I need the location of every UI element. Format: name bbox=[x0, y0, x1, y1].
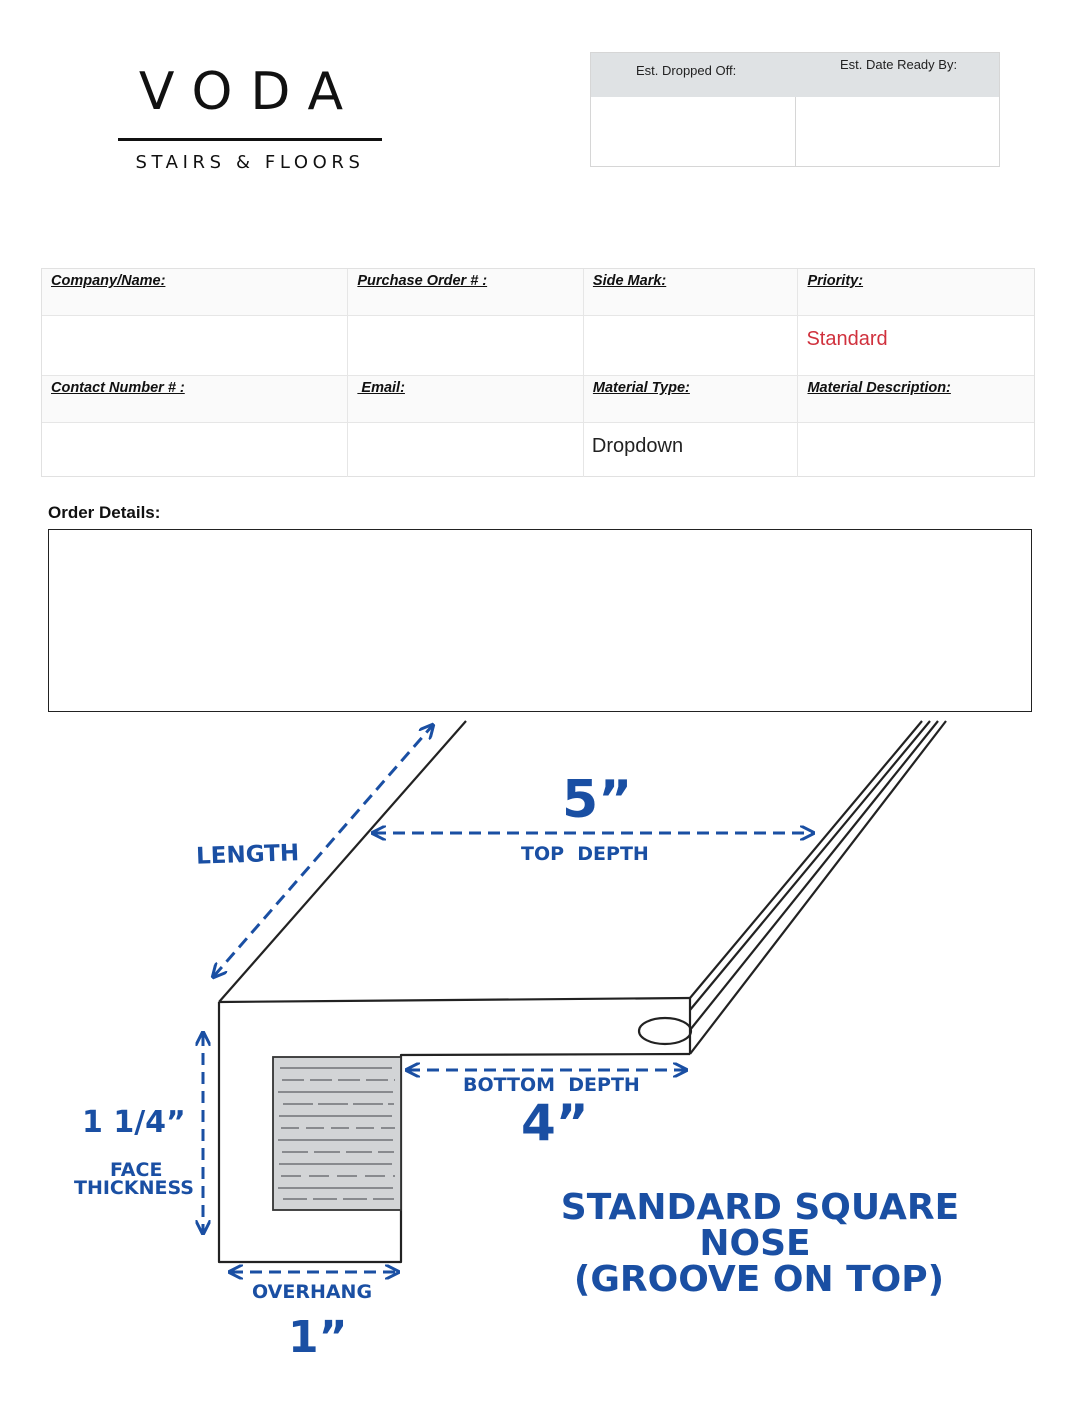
order-details-textarea[interactable] bbox=[48, 529, 1032, 712]
contact-number-field[interactable] bbox=[42, 423, 348, 477]
material-type-label: Material Type: bbox=[592, 380, 690, 396]
info-value-row-2 bbox=[42, 423, 1034, 477]
email-label: Email: bbox=[357, 380, 405, 396]
info-label-row-1 bbox=[42, 269, 1034, 316]
est-dropped-off-field[interactable] bbox=[591, 97, 796, 166]
purchase-order-label: Purchase Order # : bbox=[357, 273, 488, 289]
priority-value: Standard bbox=[806, 328, 888, 350]
material-description-label: Material Description: bbox=[807, 380, 951, 396]
stair-nose-diagram bbox=[0, 712, 1088, 1408]
priority-label: Priority: bbox=[807, 273, 864, 289]
contact-number-label: Contact Number # : bbox=[51, 380, 185, 396]
company-name-field[interactable] bbox=[42, 316, 348, 375]
top-depth-label: TOP DEPTH bbox=[521, 843, 649, 865]
info-label-row-2 bbox=[42, 376, 1034, 423]
logo-wordmark: VODA bbox=[138, 62, 362, 122]
thickness-label: THICKNESS bbox=[74, 1177, 194, 1199]
overhang-value: 1” bbox=[288, 1312, 348, 1363]
bottom-depth-value: 4” bbox=[521, 1094, 589, 1152]
order-details-label: Order Details: bbox=[48, 503, 161, 522]
material-type-value: Dropdown bbox=[591, 435, 684, 457]
company-name-label: Company/Name: bbox=[51, 273, 166, 289]
estimate-value-row bbox=[591, 97, 999, 166]
side-mark-field[interactable] bbox=[584, 316, 799, 375]
logo-divider bbox=[118, 138, 382, 141]
email-field[interactable] bbox=[348, 423, 584, 477]
bottom-depth-label: BOTTOM DEPTH bbox=[463, 1074, 640, 1096]
purchase-order-field[interactable] bbox=[348, 316, 584, 375]
face-label: FACE bbox=[110, 1159, 163, 1181]
info-value-row-1 bbox=[42, 316, 1034, 376]
logo-tagline: STAIRS & FLOORS bbox=[135, 152, 365, 173]
length-label: LENGTH bbox=[195, 840, 300, 870]
diagram-title-line-3: (GROOVE ON TOP) bbox=[573, 1259, 945, 1300]
estimate-dates-table bbox=[590, 52, 1000, 167]
priority-field[interactable] bbox=[798, 316, 1034, 375]
voda-logo bbox=[112, 58, 388, 188]
material-description-field[interactable] bbox=[798, 423, 1034, 477]
material-type-dropdown[interactable] bbox=[584, 423, 799, 477]
diagram-title-line-2: NOSE bbox=[699, 1223, 811, 1264]
diagram-title-line-1: STANDARD SQUARE bbox=[560, 1187, 960, 1228]
overhang-label: OVERHANG bbox=[252, 1281, 373, 1303]
wood-grain-section bbox=[273, 1057, 401, 1210]
face-thickness-value: 1 1/4” bbox=[82, 1105, 186, 1140]
est-ready-by-label: Est. Date Ready By: bbox=[840, 57, 958, 72]
top-depth-value: 5” bbox=[562, 770, 633, 830]
side-mark-label: Side Mark: bbox=[592, 273, 667, 289]
order-info-table bbox=[41, 268, 1035, 477]
estimate-header-row bbox=[591, 53, 999, 97]
est-ready-by-field[interactable] bbox=[796, 97, 1000, 166]
est-dropped-off-label: Est. Dropped Off: bbox=[636, 63, 737, 78]
